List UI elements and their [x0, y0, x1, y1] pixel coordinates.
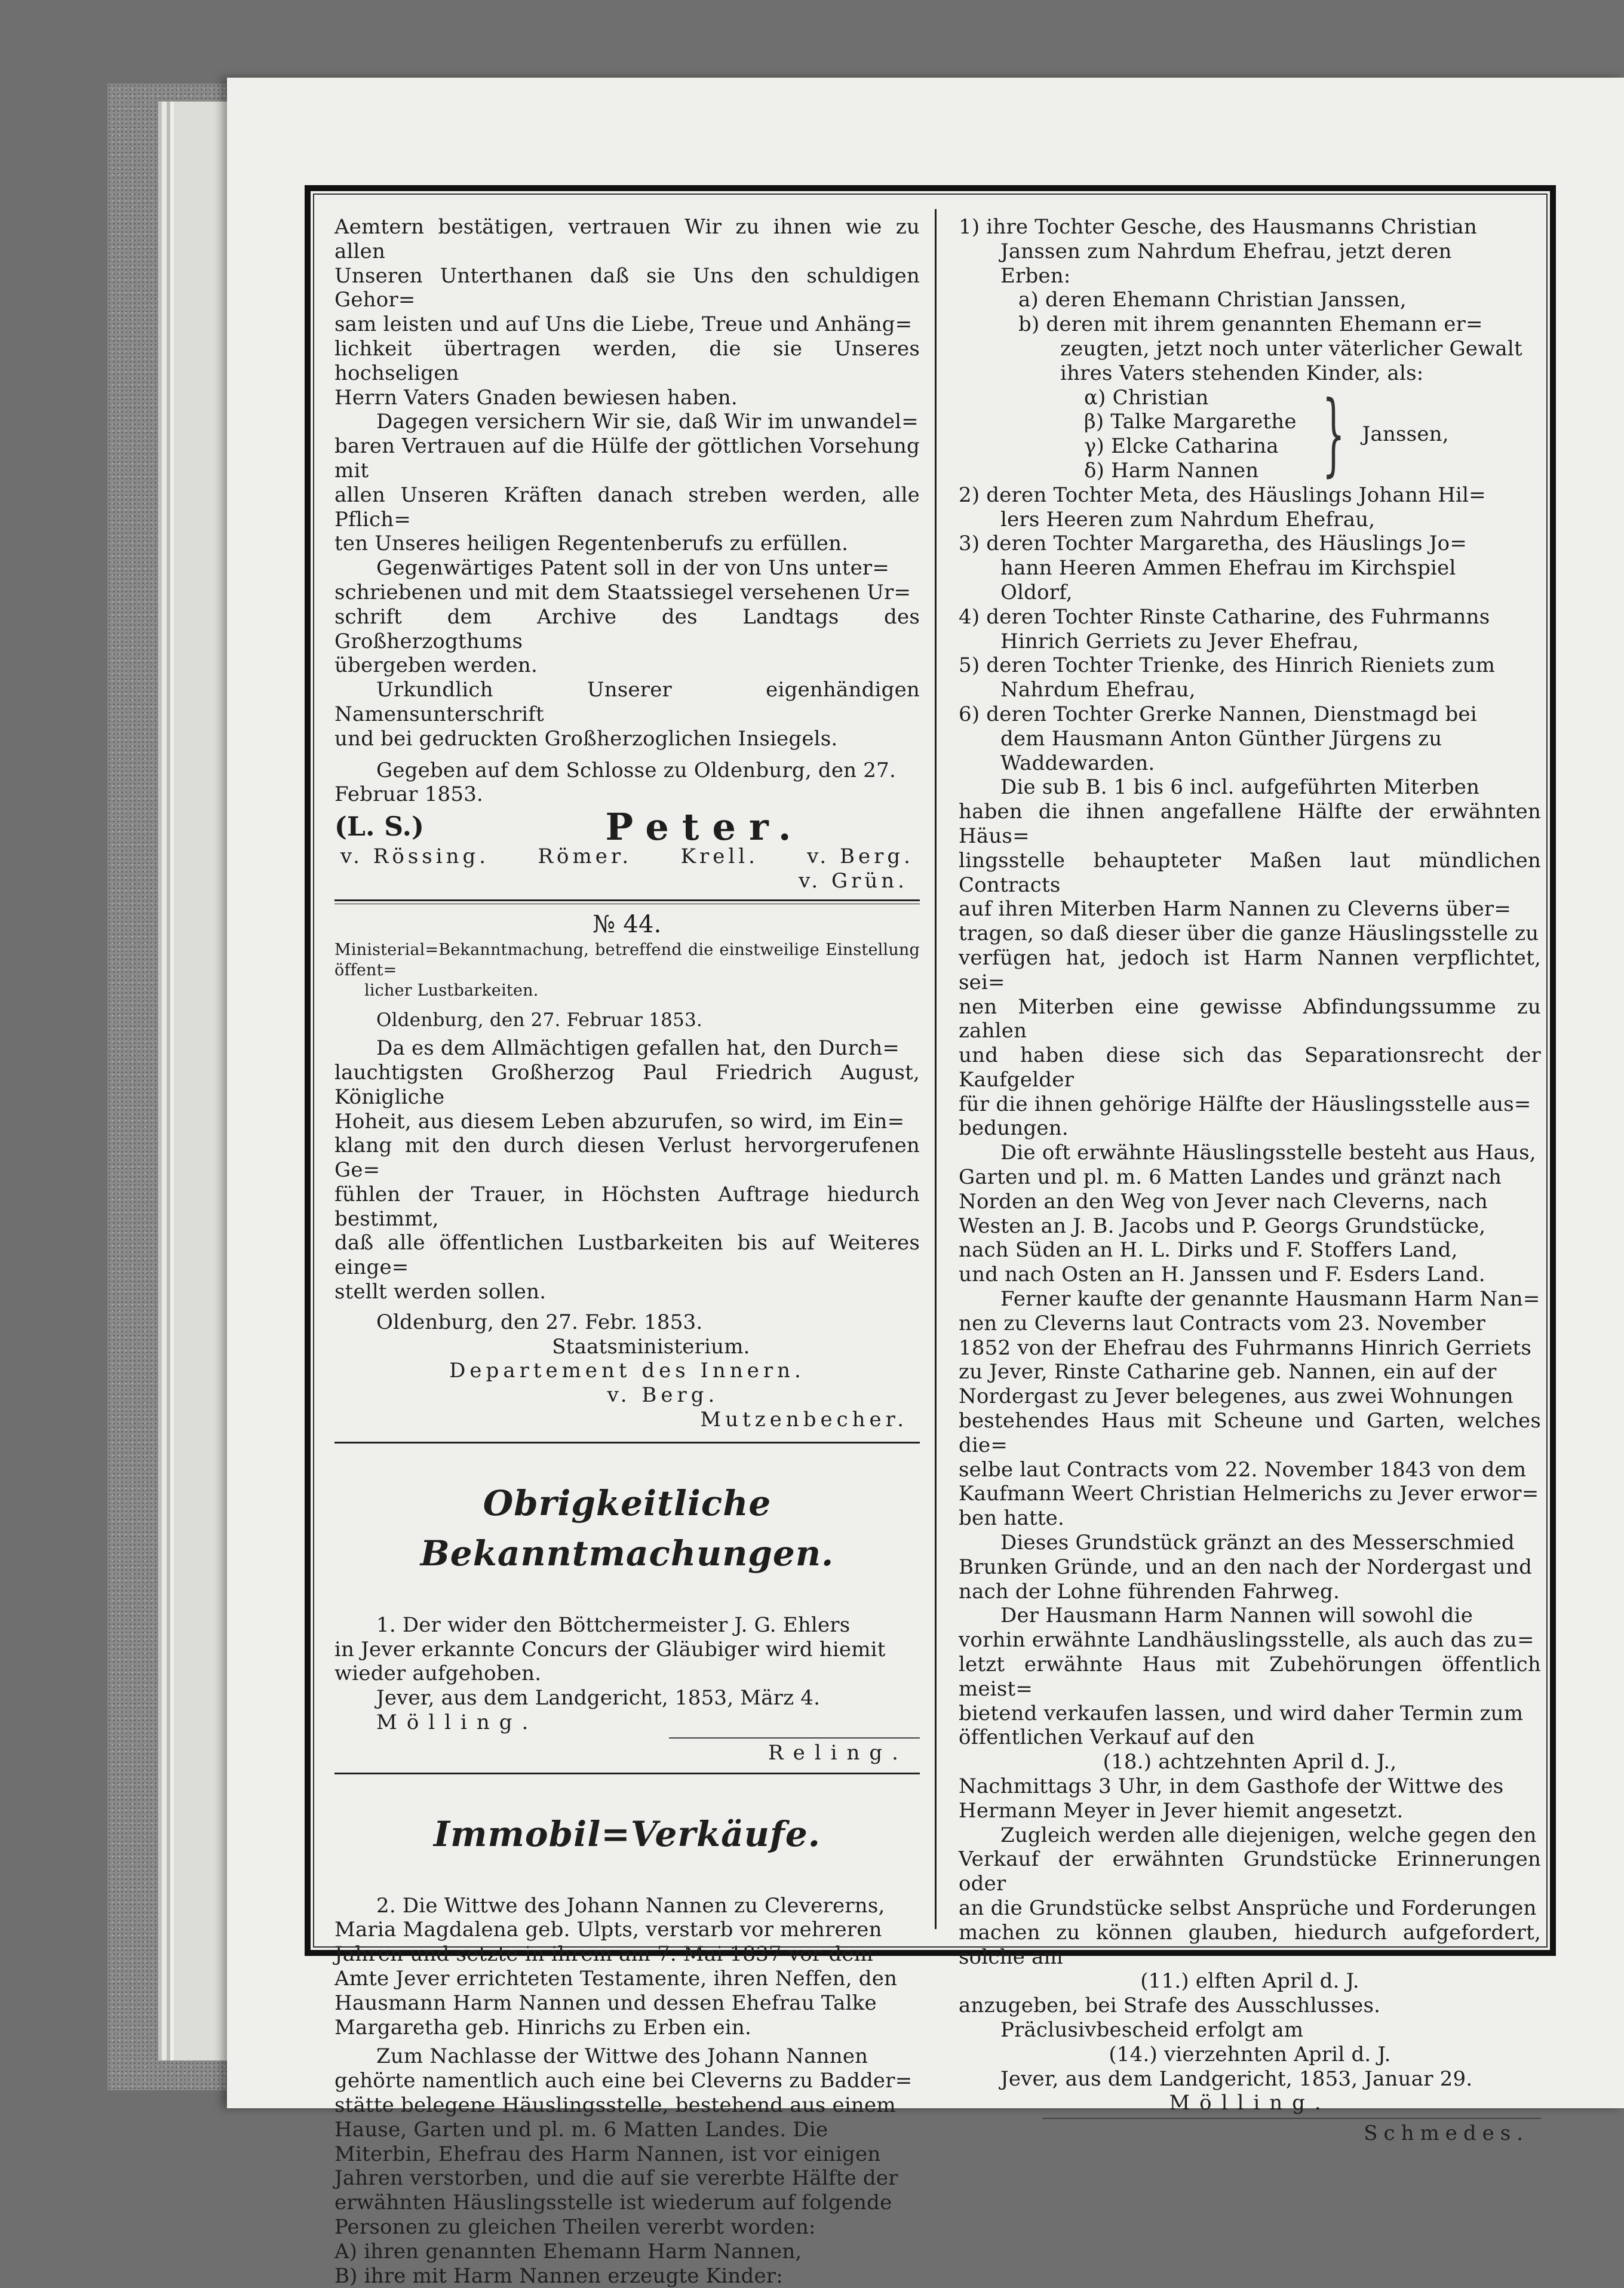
text-line: Kaufmann Weert Christian Helmerichs zu Jever erwor=	[959, 1482, 1539, 1506]
child-name: δ) Harm Nannen	[1084, 458, 1259, 483]
text-line: Erben:	[1000, 263, 1071, 288]
text-line: ten Unseres heiligen Regentenberufs zu erfüllen.	[334, 532, 849, 556]
seal-mark: (L. S.)	[334, 812, 425, 843]
text-line: Dieses Grundstück gränzt an des Messerschmied	[1000, 1531, 1515, 1555]
text-line: schrift dem Archive des Landtags des Großherzogthums	[334, 604, 920, 653]
list-item: A) ihren genannten Ehemann Harm Nannen,	[334, 2239, 802, 2264]
text-line: verfügen hat, jedoch ist Harm Nannen verpflichtet, sei=	[959, 945, 1541, 994]
text-line: 1) ihre Tochter Gesche, des Hausmanns Christian	[959, 215, 1477, 239]
text-line: Margaretha geb. Hinrichs zu Erben ein.	[334, 2015, 751, 2040]
text-line: stellt werden sollen.	[334, 1280, 547, 1304]
place-date: Jever, aus dem Landgericht, 1853, März 4.	[376, 1686, 821, 1710]
text-line: fühlen der Trauer, in Höchsten Auftrage hiedurch bestimmt,	[334, 1182, 920, 1231]
text-line: ben hatte.	[959, 1506, 1065, 1531]
text-line: Westen an J. B. Jacobs und P. Georgs Grundstücke,	[959, 1214, 1486, 1238]
text-line: lers Heeren zum Nahrdum Ehefrau,	[1000, 507, 1376, 532]
text-line: Jahren verstorben, und die auf sie vererbte Hälfte der	[334, 2166, 898, 2191]
text-line: übergeben werden.	[334, 653, 538, 678]
text-line: Hoheit, aus diesem Leben abzurufen, so wird, im Ein=	[334, 1109, 905, 1134]
text-line: lichkeit übertragen werden, die sie Unseres hochseligen	[334, 336, 920, 385]
rule	[1042, 2118, 1541, 2119]
text-line: tragen, so daß dieser über die ganze Häuslingsstelle zu	[959, 922, 1539, 946]
text-line: Urkundlich Unserer eigenhändigen Namensunterschrift	[334, 678, 920, 726]
right-column	[959, 215, 1541, 2146]
oft-paragraph	[959, 1141, 1541, 1287]
dateline: Oldenburg, den 27. Februar 1853.	[376, 1009, 702, 1031]
text-line: Jahren und setzte in ihrem am 7. Mai 1837 vor dem	[334, 1942, 874, 1967]
text-line: Die sub B. 1 bis 6 incl. aufgeführten Miterben	[1000, 775, 1480, 800]
text-line: selbe laut Contracts vom 22. November 1843 von dem	[959, 1457, 1527, 1482]
document-page	[227, 78, 1624, 2288]
hausmann-paragraph	[959, 1604, 1541, 1750]
sub-paragraph	[959, 775, 1541, 1141]
text-line: zeugten, jetzt noch unter väterlicher Gewalt	[1060, 336, 1522, 361]
text-line: wieder aufgehoben.	[334, 1662, 542, 1686]
text-line: öffentlichen Verkauf auf den	[959, 1725, 1255, 1750]
child-name: β) Talke Margarethe	[1084, 410, 1297, 434]
text-line: bestehendes Haus mit Scheune und Garten, welches die=	[959, 1409, 1541, 1457]
text-line: Ferner kaufte der genannte Hausmann Harm Nan=	[1000, 1287, 1540, 1312]
text-line: Nahrdum Ehefrau,	[1000, 678, 1196, 702]
text-line: für die ihnen gehörige Hälfte der Häuslingsstelle aus=	[959, 1092, 1531, 1116]
obrig-item	[334, 1613, 920, 1686]
text-line: schriebenen und mit dem Staatssiegel versehenen Ur=	[334, 580, 911, 604]
text-line: und haben diese sich das Separationsrecht der Kaufgelder	[959, 1043, 1541, 1092]
minister-signatures	[334, 844, 920, 869]
versichern-paragraph	[334, 410, 920, 556]
text-line: anzugeben, bei Strafe des Ausschlusses.	[959, 1994, 1381, 2018]
text-line: Der Hausmann Harm Nannen will sowohl die	[1000, 1604, 1473, 1628]
list-item-5	[959, 653, 1541, 702]
text-line: licher Lustbarkeiten.	[364, 981, 539, 1000]
text-line: Brunken Gründe, und an den nach der Nordergast und	[959, 1555, 1533, 1579]
text-line: lingsstelle behaupteter Maßen laut mündlichen Contracts	[959, 848, 1541, 897]
signature-name: Reling.	[768, 1740, 908, 1765]
text-line: dem Hausmann Anton Günther Jürgens zu	[1000, 726, 1442, 751]
text-line: 5) deren Tochter Trienke, des Hinrich Rieniets zum	[959, 653, 1496, 678]
date-line: Oldenburg, den 27. Febr. 1853.	[376, 1310, 703, 1334]
text-line: bietend verkaufen lassen, und wird daher Termin zum	[959, 1701, 1524, 1725]
dieses-paragraph	[959, 1531, 1541, 1604]
children-surname: Janssen,	[1362, 422, 1449, 446]
section-heading: Obrigkeitliche Bekanntmachungen.	[420, 1482, 834, 1574]
text-line: Janssen zum Nahrdum Ehefrau, jetzt deren	[1000, 239, 1452, 263]
announcement-number: № 44.	[593, 910, 662, 938]
signer-name: Peter.	[605, 805, 805, 849]
text-line: nen Miterben eine gewisse Abfindungssumme zu zahlen	[959, 994, 1541, 1043]
child-name: α) Christian	[1084, 385, 1209, 410]
text-line: nach Süden an H. L. Dirks und F. Stoffers Land,	[959, 1238, 1458, 1263]
text-line: baren Vertrauen auf die Hülfe der göttlichen Vorsehung mit	[334, 434, 920, 483]
nachmittags-paragraph	[959, 1774, 1541, 1823]
list-item: a) deren Ehemann Christian Janssen,	[1018, 288, 1407, 312]
list-item: B) ihre mit Harm Nannen erzeugte Kinder:	[334, 2264, 783, 2288]
text-line: Verkauf der erwähnten Grundstücke Erinnerungen oder	[959, 1847, 1541, 1896]
department-name: Departement des Innern.	[449, 1359, 805, 1383]
text-line: lauchtigsten Großherzog Paul Friedrich August, Königliche	[334, 1060, 920, 1109]
signature-name: Mutzenbecher.	[700, 1408, 908, 1432]
text-line: und bei gedruckten Großherzoglichen Insiegels.	[334, 726, 838, 751]
text-line: Gegenwärtiges Patent soll in der von Uns unter=	[376, 556, 890, 581]
text-line: Präclusivbescheid erfolgt am	[1000, 2017, 1304, 2042]
immobil-paragraph	[334, 1894, 920, 2040]
page-border	[305, 185, 1556, 2288]
list-item-2	[959, 483, 1541, 532]
signature-name: v. Berg.	[607, 1383, 719, 1408]
text-line: daß alle öffentlichen Lustbarkeiten bis auf Weiteres einge=	[334, 1231, 920, 1280]
text-line: Personen zu gleichen Theilen vererbt worden:	[334, 2215, 816, 2239]
text-line: Hermann Meyer in Jever hiemit angesetzt.	[959, 1798, 1404, 1823]
text-line: allen Unseren Kräften danach streben werden, alle Pflich=	[334, 483, 920, 532]
text-line: Herrn Vaters Gnaden bewiesen haben.	[334, 385, 738, 410]
text-line: Oldorf,	[1000, 580, 1073, 604]
text-line: Nordergast zu Jever belegenes, aus zwei Wohnungen	[959, 1384, 1514, 1409]
list-item-1	[959, 215, 1541, 288]
text-line: stätte belegene Häuslingsstelle, bestehend aus einem	[334, 2093, 896, 2118]
text-line: Hinrich Gerriets zu Jever Ehefrau,	[1000, 629, 1359, 653]
text-line: sam leisten und auf Uns die Liebe, Treue und Anhäng=	[334, 312, 913, 337]
text-line: b) deren mit ihrem genannten Ehemann er=	[1018, 312, 1483, 337]
text-line: nach der Lohne führenden Fahrweg.	[959, 1579, 1340, 1604]
text-line: Amte Jever errichteten Testamente, ihren Neffen, den	[334, 1967, 898, 1991]
ministerial-title	[334, 940, 920, 1001]
text-line: 1852 von der Ehefrau des Fuhrmanns Hinrich Gerriets	[959, 1335, 1532, 1360]
minister-name: Römer.	[538, 844, 633, 868]
text-line: vorhin erwähnte Landhäuslingsstelle, als auch das zu=	[959, 1628, 1534, 1653]
date-line: (14.) vierzehnten April d. J.	[1109, 2042, 1391, 2066]
text-line: nen zu Cleverns laut Contracts vom 23. November	[959, 1311, 1486, 1335]
text-line: 6) deren Tochter Grerke Nannen, Dienstmagd bei	[959, 702, 1477, 726]
urkundlich-paragraph	[334, 678, 920, 751]
text-line: Unseren Unterthanen daß sie Uns den schuldigen Gehor=	[334, 263, 920, 312]
brace-symbol: }	[1322, 382, 1345, 487]
place-date: Jever, aus dem Landgericht, 1853, Januar 29.	[1000, 2066, 1473, 2091]
text-line: 1. Der wider den Böttchermeister J. G. Ehlers	[376, 1613, 851, 1637]
text-line: Da es dem Allmächtigen gefallen hat, den Durch=	[376, 1036, 900, 1061]
section-divider	[334, 1442, 920, 1444]
text-line: Garten und pl. m. 6 Matten Landes und gränzt nach	[959, 1165, 1502, 1190]
text-line: klang mit den durch diesen Verlust hervorgerufenen Ge=	[334, 1134, 920, 1183]
text-line: gehörte namentlich auch eine bei Cleverns zu Badder=	[334, 2069, 913, 2093]
text-line: machen zu können glauben, hiedurch aufgefordert, solche am	[959, 1920, 1541, 1969]
signature-name: Schmedes.	[1364, 2121, 1529, 2146]
text-line: auf ihren Miterben Harm Nannen zu Cleverns über=	[959, 897, 1512, 922]
text-line: Gegeben auf dem Schlosse zu Oldenburg, den 27.	[376, 758, 896, 782]
text-line: zu Jever, Rinste Catharine geb. Nannen, ein auf der	[959, 1360, 1497, 1384]
text-line: Februar 1853.	[334, 782, 484, 807]
signature-name: Mölling.	[376, 1710, 538, 1735]
date-line: (11.) elften April d. J.	[1140, 1969, 1359, 1994]
text-line: Zum Nachlasse der Wittwe des Johann Nannen	[376, 2044, 868, 2069]
signature-block	[334, 805, 920, 849]
text-line: ihres Vaters stehenden Kinder, als:	[1060, 361, 1424, 385]
children-list	[959, 382, 1541, 487]
minister-name: v. Berg.	[807, 844, 914, 868]
list-item-6	[959, 702, 1541, 775]
announcement-body	[334, 1036, 920, 1304]
minister-name: Krell.	[680, 844, 759, 868]
text-line: und nach Osten an H. Janssen und F. Esders Land.	[959, 1263, 1485, 1287]
list-item-1b	[959, 312, 1541, 385]
text-line: an die Grundstücke selbst Ansprüche und Forderungen	[959, 1896, 1537, 1920]
text-line: hann Heeren Ammen Ehefrau im Kirchspiel	[1000, 556, 1456, 581]
text-line: Waddewarden.	[1000, 751, 1155, 775]
list-item-3	[959, 532, 1541, 604]
text-line: Die oft erwähnte Häuslingsstelle besteht aus Haus,	[1000, 1141, 1536, 1165]
zugleich-paragraph	[959, 1823, 1541, 1970]
text-line: Aemtern bestätigen, vertrauen Wir zu ihnen wie zu allen	[334, 215, 920, 263]
text-line: 2. Die Wittwe des Johann Nannen zu Clevererns,	[376, 1893, 885, 1918]
text-line: letzt erwähnte Haus mit Zubehörungen öffentlich meist=	[959, 1653, 1541, 1701]
opening-paragraph	[334, 215, 920, 410]
ministry-name: Staatsministerium.	[552, 1334, 750, 1359]
rule	[669, 1737, 920, 1739]
section-heading: Immobil=Verkäufe.	[434, 1813, 821, 1854]
text-line: Nachmittags 3 Uhr, in dem Gasthofe der Wittwe des	[959, 1774, 1504, 1798]
text-line: Hausmann Harm Nannen und dessen Ehefrau Talke	[334, 1991, 877, 2015]
gegeben-paragraph	[334, 758, 920, 807]
text-line: 4) deren Tochter Rinste Catharine, des Fuhrmanns	[959, 604, 1490, 629]
immobil-paragraph	[334, 2044, 920, 2239]
left-column	[334, 215, 920, 2288]
text-line: in Jever erkannte Concurs der Gläubiger wird hiemit	[334, 1637, 886, 1662]
text-line: Miterbin, Ehefrau des Harm Nannen, ist vor einigen	[334, 2142, 881, 2166]
section-divider	[334, 899, 920, 904]
text-line: haben die ihnen angefallene Hälfte der erwähnten Häus=	[959, 800, 1541, 848]
section-divider	[334, 1773, 920, 1774]
text-line: Ministerial=Bekanntmachung, betreffend die einstweilige Einstellung öffent=	[334, 941, 920, 980]
text-line: Dagegen versichern Wir sie, daß Wir im unwandel=	[376, 410, 919, 434]
child-name: γ) Elcke Catharina	[1084, 434, 1279, 459]
list-item-4	[959, 605, 1541, 654]
text-line: bedungen.	[959, 1116, 1069, 1141]
text-line: Hause, Garten und pl. m. 6 Matten Landes. Die	[334, 2117, 828, 2142]
signature-name: Mölling.	[1169, 2091, 1331, 2115]
text-line: Maria Magdalena geb. Ulpts, verstarb vor mehreren	[334, 1918, 882, 1942]
text-line: 3) deren Tochter Margaretha, des Häuslings Jo=	[959, 532, 1468, 556]
text-line: Norden an den Weg von Jever nach Cleverns, nach	[959, 1189, 1488, 1214]
text-line: Zugleich werden alle diejenigen, welche gegen den	[1000, 1823, 1537, 1847]
ferner-paragraph	[959, 1287, 1541, 1531]
text-line: 2) deren Tochter Meta, des Häuslings Johann Hil=	[959, 483, 1486, 507]
children-names	[1084, 386, 1311, 483]
minister-name: v. Rössing.	[340, 844, 490, 868]
date-line: (18.) achtzehnten April d. J.,	[1103, 1750, 1397, 1774]
column-divider	[935, 209, 937, 1929]
minister-name: v. Grün.	[799, 868, 908, 893]
text-line: erwähnten Häuslingsstelle ist wiederum auf folgende	[334, 2191, 892, 2215]
patent-paragraph	[334, 556, 920, 678]
